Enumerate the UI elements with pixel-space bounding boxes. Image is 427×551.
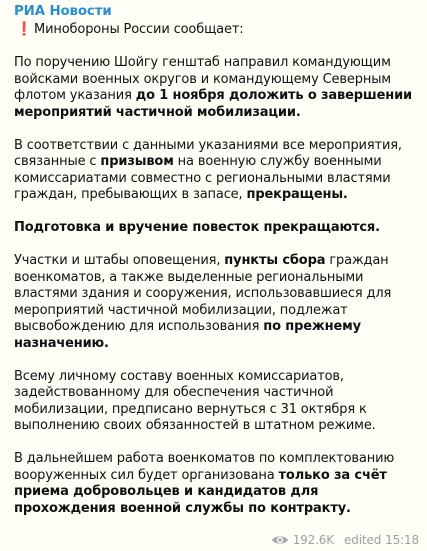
- channel-name[interactable]: РИА Новости: [14, 4, 112, 19]
- message-paragraph: [14, 369, 417, 435]
- text: Всему личному составу военных комиссариатов, задействованному для обеспечения частичной мобилизации, предписано вернуться с 31 октября к выполнению своих обязанностей в штатном режиме.: [14, 368, 376, 433]
- view-count: 192.6K: [292, 533, 335, 547]
- text: В дальнейшем работа военкоматов по комплектованию вооруженных сил будет организована: [14, 451, 395, 483]
- bold-text: только за счёт приема добровольцев и кандидатов для прохождения военной службы по контракту.: [14, 467, 387, 516]
- bold-text: призывом: [100, 154, 174, 169]
- message-paragraph: [14, 220, 417, 237]
- message-paragraph: [14, 55, 417, 121]
- text: По поручению Шойгу генштаб направил командующим войсками военных округов и командующему Северным флотом указания: [14, 55, 391, 103]
- exclamation-icon: ❗: [16, 22, 33, 37]
- message-time: 15:18: [385, 533, 419, 547]
- bold-text: прекращены.: [246, 187, 348, 202]
- text: В соответствии с данными указаниями все мероприятия, связанные с: [14, 137, 402, 169]
- bold-text: до 1 ноября доложить о завершении мероприятий частичной мобилизации.: [14, 88, 413, 120]
- message-body: [14, 55, 417, 517]
- bold-text: Подготовка и вручение повесток прекращаются.: [14, 220, 380, 235]
- message-paragraph: [14, 138, 417, 204]
- message-meta: [265, 533, 419, 547]
- bold-text: пункты сбора: [224, 253, 326, 268]
- headline: [14, 22, 417, 39]
- text: граждан военкоматов, а также выделенные региональными властями здания и сооружения, использовавшиеся для мероприятий частичной мобилизации, подлежат высвобождению для использования: [14, 253, 392, 334]
- text: на военную службу военными комиссариатами совместно с региональными властями граждан, пребывающих в запасе,: [14, 154, 391, 202]
- message-paragraph: [14, 451, 417, 517]
- headline-text: Минобороны России сообщает:: [34, 22, 244, 37]
- eye-icon: [271, 534, 289, 546]
- edited-label: edited: [344, 533, 382, 547]
- text: Участки и штабы оповещения,: [14, 253, 225, 268]
- bold-text: по прежнему назначению.: [14, 319, 361, 351]
- message-paragraph: [14, 253, 417, 352]
